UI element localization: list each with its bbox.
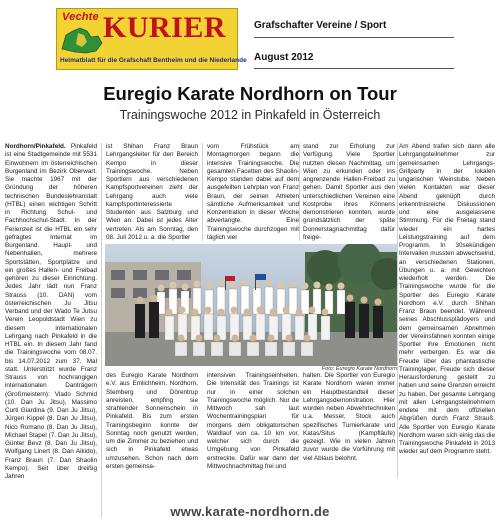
region-map-icon [60,25,104,55]
column-divider [299,143,300,241]
article-column-3-continued: intensiven Trainingseinheiten. Die Intensität des Trainings ist nur in einer solchen Trainingswoche möglich. Nur de Mittwoch sah laut Wochentrainingsplan für morgens dem obligatorischen Waldlauf von ca. 10 km vor, welcher sich durch die Umgebung von Pinkafeld erstreckte. Dafür war dann der Mittwochnachmittag frei und [207,372,299,470]
article-column-4: stand zur Erholung zur Verfügung. Viele Sportler nutzten diesen Nachmittag, um Wien zu erkunden oder ins angrenzende Hallen-Freibad zu gehen. Damit Sportler aus den unterschiedlichen Vereinen eine Kostprobe ihres Könnens demonstrieren konnten, wurde grundsätzlich der späte Donnerstagnachmittag dafür freige- [303,143,395,241]
photo-caption: Foto: Euregio Karate Nordhorn [321,366,397,372]
newspaper-logo [56,8,247,70]
website-url: www.karate-nordhorn.de [170,504,330,519]
divider [254,68,454,69]
article-column-4-continued: halten. Die Sportler von Euregio Karate Nordhorn waren immer ein Hauptbestandteil dieser Lehrgangsdemonstration. Hier wurden neben Abwehrtechniken u.a. Messer, Stock auch spezifisches Turnierkarate und Katas/Situs (Kampfläufe) gezeigt. Wie in vielen Jahren zuvor wurde die Vorführung mit viel Ablaus belohnt. [303,372,395,462]
column-text: Pinkafeld ist eine Stadtgemeinde mit 5531 Einwohnern im österreichischen Burgenland im Bezirk Oberwart. Sie machte 1967 mit der Gründung der höheren technischen Bundeslehranstalt (HTBL) einen wichtigen Schritt in Richtung Schul- und Fachhochschul-Stadt. In der Ferienzeit ist die HTBL ein sehr gefragtes Internat im Burgenland. Haupt- und Nebenhallen, mehrere Sportstätten, Sportplätze und ein großes Hallen- und Freibad gehören zu dieser Einrichtung. Jedes Jahr lädt nun Franz Strauss (10. DAN) vom österreichischen Ju Jitsu Verband und der Wado Te Jutsu Verein Leopoldstadt Wien zu diesem internationalen Lehrgang nach Pinkafeld in die HTBL ein. In diesem Jahr fand die Trainingswoche vom 08.07. bis 14.07.2012 zum 37. Mal statt. Unterstützt wurde Franz Strauss von hochrangigen internationalen Danträgern (Großmeistern): Vlado Schmid (10. Dan Ju Jitsu), Massimo Curti Giardina (9. Dan Ju Jitsu), Jürgen Kippel (8. Dan Ju Jitsu), Nico Romano (8. Dan Ju Jitsu), Michael Stapel (7. Dan Ju Jitsu), Günter Bevz (8. Dan Ju Jitsu), Wolfgang Linert (8. Dan Aikido), Franz Braun (7. Dan Shaolin Kempo). Seit über dreißig Jahren [5,143,97,480]
issue-date: August 2012 [254,52,314,63]
section-label: Grafschafter Vereine / Sport [254,20,387,31]
group-photo-image [105,244,397,366]
logo-prefix: Vechte [62,11,99,23]
logo-wordmark: KURIER [103,11,227,44]
article-column-1 [5,143,97,518]
article-column-5: Am Abend trafen sich dann alle Lehrgangsteilnehmer zur gemeinsamen Lehrgangs-Grillparty in der lokalen ungarischen Weinstube. Neben vielen Kontakten war dieser Abend geknüpft durch erkenntnisreiche Diskussionen und eine ausgelassene Stimmung. Für die Freitag stand wieder ein hartes Leistungstraining auf dem Programm. In 30sekündigen Intervallen mussten abwechselnd, an verschiedenen Stationen, Übungen u. a. mit Gewichten wiederholt werden. Die Trainingswoche wurde für die Sportler des Euregio Karate Nordhorn e.V. durch Shihan Franz Braun beendet. Während seines Abschlussplädoyers und dem gemeinsamen Abnehmen der Vereinsfahnen konnten einige Sportler ihre Emotionen nicht mehr verbergen. Es war die Freude über das phantastische Traininglager, Freude sich dieser Herausforderung gestellt zu haben und seine Grenzen erreicht zu haben. Der gesamte Lehrgang mit allen Lehrgangsteilnehmern endete mit dem offiziellen Abgrüßen durch Franz Strauß. Alle Sportler von Euregio Karate Nordhorn waren sich einig das die Trainingswoche Pinkafeld in 2013 wieder auf dem Programm steht. [399,143,495,456]
group-photo [105,244,397,366]
dateline: Nordhorn/Pinkafeld. [5,143,66,150]
article-column-3: vom Frühstück am Montagmorgen begann die intensive Trainingswoche. Die gesamten Facetten des Shaolin-Kempo standen dabei auf dem ausgefeilten Lehrplan von Franz Braun, der seinen Athleten sämtliche Aufmerksamkeit und Konzentration in dieser Woche abverlangte. Eine Trainingswoche durchzogen mit täglich vier [207,143,299,241]
column-divider [101,143,102,518]
article-column-2: ist Shihan Franz Braun Lehrgangsleiter für den Bereich Kempo in dieser Trainingswoche. Neben Sportlern aus verschiedenen Kampfsportvereinen zieht der Lehrgang auch viele kampfsportinteressierte Studenten aus Salzburg und Wien an. Dabei ist jedes Alter vertreten. Als am Sonntag, den 08. Juli 2012 u. a. die Sportler [106,143,198,241]
column-divider [202,143,203,241]
divider [254,37,454,38]
column-divider [397,143,398,478]
article-headline: Euregio Karate Nordhorn on Tour [103,83,397,104]
logo-subline: Heimatblatt für die Grafschaft Bentheim und die Niederlande [60,57,247,64]
article-subheadline: Trainingswoche 2012 in Pinkafeld in Österreich [119,108,381,122]
article-column-2-continued: des Euregio Karate Nordhorn e.V. aus Emlichheim, Nordhorn, Stemberg und Dörentrup anreisten, empfing sie strahlender Sonnenschein in Pinkafeld. Bis zum ersten Trainingsbeginn konnte der Sonntag noch genutzt werden, um die Zimmer zu beziehen und sich in Pinkafeld etwas umzusehen. Schon nach dem ersten gemeinsa- [106,372,198,470]
